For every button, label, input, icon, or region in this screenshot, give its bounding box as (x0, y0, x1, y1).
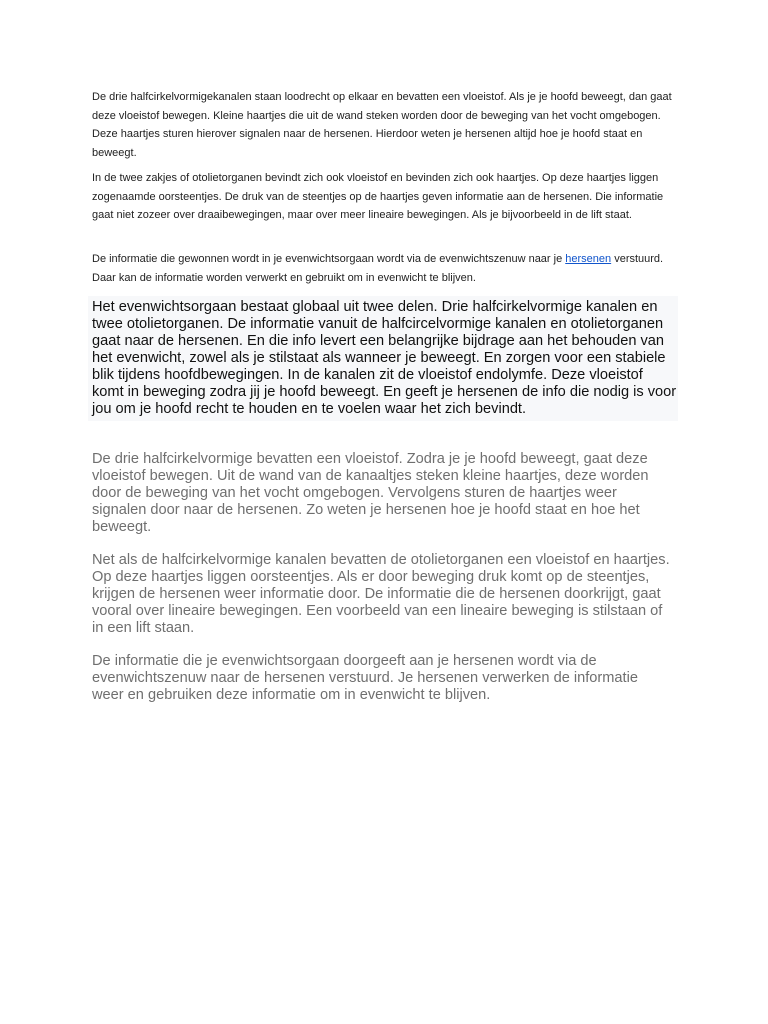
paragraph-otolietorganen: In de twee zakjes of otolietorganen bevindt zich ook vloeistof en bevinden zich ook haartjes. Op deze haartjes liggen zogenaamde oorsteentjes. De druk van de steentjes op de haartjes geven informatie aan de hersenen. Die informatie gaat niet zozeer over draaibewegingen, maar over meer lineaire bewegingen. Als je bijvoorbeeld in de lift staat. (92, 172, 664, 221)
paragraph-evenwichtszenuw (92, 250, 677, 287)
paragraph-halfcirkelvormige-kanalen: De drie halfcirkelvormigekanalen staan loodrecht op elkaar en bevatten een vloeistof. Als je je hoofd beweegt, dan gaat deze vloeistof bewegen. Kleine haartjes die uit de wand steken worden door de beweging van het vocht omgebogen. Deze haartjes sturen hierover signalen naar de hersenen. Hierdoor weten je hersenen altijd hoe je hoofd staat en beweegt. (92, 91, 672, 159)
gray-paragraph-evenwichtsorgaan: De informatie die je evenwichtsorgaan doorgeeft aan je hersenen wordt via de evenwichtszenuw naar de hersenen verstuurd. Je hersenen verwerken de informatie weer en gebruiken deze informatie om in evenwicht te blijven. (92, 653, 638, 703)
highlighted-paragraph: Het evenwichtsorgaan bestaat globaal uit twee delen. Drie halfcirkelvormige kanalen en twee otolietorganen. De informatie vanuit de halfcircelvormige kanalen en otolietorganen gaat naar de hersenen. En die info levert een belangrijke bijdrage aan het behouden van het evenwicht, zowel als je stilstaat als wanneer je beweegt. En zorgen voor een stabiele blik tijdens hoofdbewegingen. In de kanalen zit de vloeistof endolymfe. Deze vloeistof komt in beweging zodra jij je hoofd beweegt. En geeft je hersenen de info die nodig is voor jou om je hoofd recht te houden en te voelen waar het zich bevindt. (88, 296, 678, 421)
paragraph-text-after-link: verstuurd. Daar kan de informatie worden verwerkt en gebruikt om in evenwicht te blijven. (92, 253, 664, 284)
hersenen-link[interactable]: hersenen (565, 253, 612, 265)
gray-paragraph-kanalen: De drie halfcirkelvormige bevatten een vloeistof. Zodra je je hoofd beweegt, gaat deze vloeistof bewegen. Uit de wand van de kanaaltjes steken kleine haartjes, deze worden door de beweging van het vocht omgebogen. Vervolgens sturen de haartjes weer signalen door naar de hersenen. Zo weten je hersenen hoe je hoofd staat en hoe het beweegt. (92, 451, 649, 535)
paragraph-text-before-link: De informatie die gewonnen wordt in je evenwichtsorgaan wordt via de evenwichtszenuw naar je (92, 253, 566, 265)
gray-paragraph-otolietorganen: Net als de halfcirkelvormige kanalen bevatten de otolietorganen een vloeistof en haartjes. Op deze haartjes liggen oorsteentjes. Als er door beweging druk komt op de steentjes, krijgen de hersenen weer informatie door. De informatie die de hersenen doorkrijgt, gaat vooral over lineaire bewegingen. Een voorbeeld van een lineaire beweging is stilstaan of in een lift staan. (92, 552, 670, 636)
